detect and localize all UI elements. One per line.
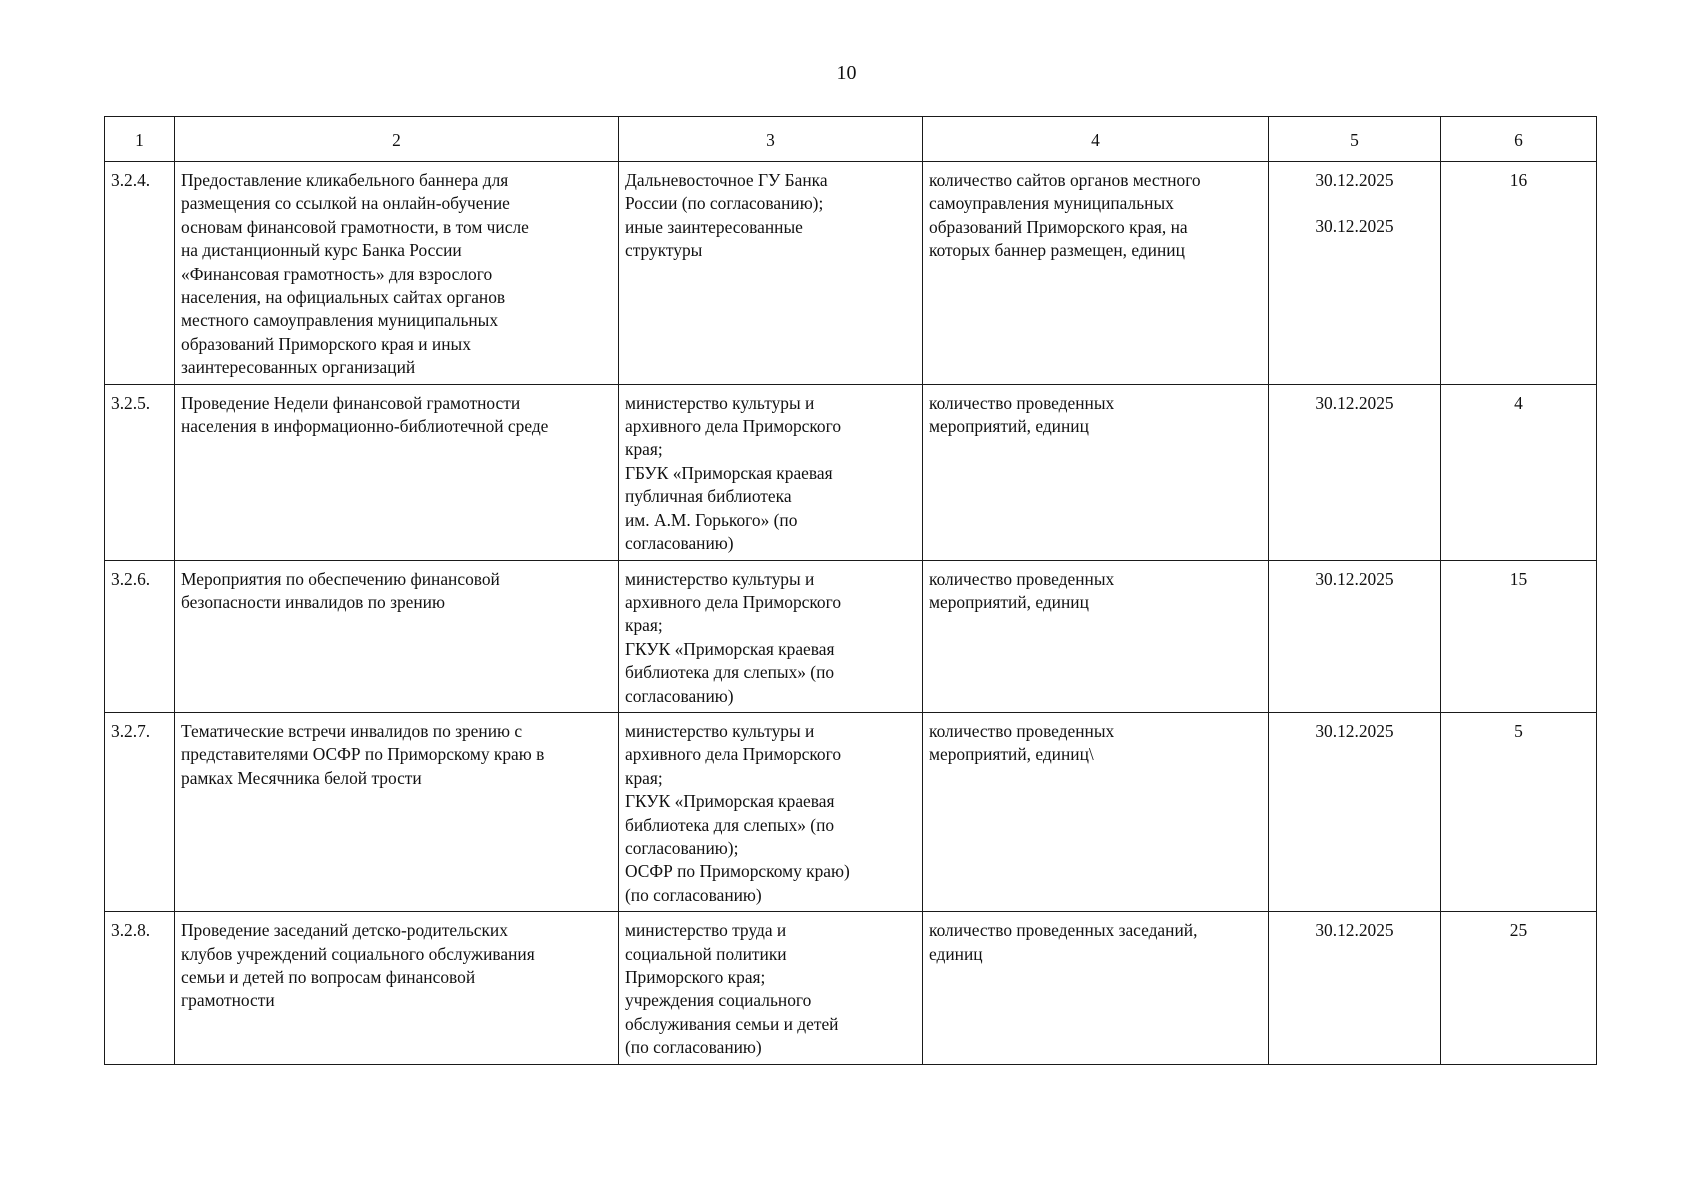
event-text-line: Тематические встречи инвалидов по зрению с — [181, 720, 523, 741]
indicator-text-line: мероприятий, единиц — [929, 416, 1089, 437]
executor-text-line: ГБУК «Приморская краевая — [625, 462, 833, 483]
event-text-line: Мероприятия по обеспечению финансовой — [181, 568, 500, 589]
indicator-cell — [923, 384, 1269, 560]
executor-text-line: иные заинтересованные — [625, 216, 803, 237]
executor-text-line: публичная библиотека — [625, 486, 792, 507]
event-text-line: Предоставление кликабельного баннера для — [181, 170, 509, 190]
executor-text-line: Дальневосточное ГУ Банка — [625, 170, 828, 190]
indicator-cell — [923, 560, 1269, 712]
column-header-2: 2 — [175, 117, 619, 162]
executor-cell — [619, 162, 923, 385]
executor-text-line: края; — [625, 439, 663, 460]
column-header-1: 1 — [105, 117, 175, 162]
deadline-date: 30.12.2025 — [1315, 568, 1394, 589]
item-number-cell — [105, 712, 175, 911]
executor-text-line: края; — [625, 767, 663, 788]
table-row — [105, 384, 1597, 560]
executor-text-line: ГКУК «Приморская краевая — [625, 638, 835, 659]
indicator-cell — [923, 712, 1269, 911]
target-value-cell — [1441, 712, 1597, 911]
executor-cell — [619, 384, 923, 560]
event-text-line: грамотности — [181, 990, 275, 1011]
target-value-cell — [1441, 162, 1597, 385]
event-text-line: семьи и детей по вопросам финансовой — [181, 967, 476, 987]
deadline-cell — [1269, 560, 1441, 712]
indicator-text-line: мероприятий, единиц\ — [929, 744, 1094, 765]
target-value-cell — [1441, 912, 1597, 1064]
event-text-line: размещения со ссылкой на онлайн-обучение — [181, 193, 510, 214]
indicator-text-line: количество сайтов органов местного — [929, 170, 1201, 190]
table-body — [105, 117, 1597, 1065]
item-number: 3.2.4. — [111, 170, 151, 190]
executor-text-line: министерство культуры и — [625, 568, 815, 589]
indicator-text-line: количество проведенных — [929, 720, 1115, 741]
indicator-text-line: количество проведенных — [929, 568, 1115, 589]
executor-cell — [619, 912, 923, 1064]
event-text-line: клубов учреждений социального обслуживания — [181, 943, 535, 964]
table-row — [105, 162, 1597, 385]
indicator-text-line: мероприятий, единиц — [929, 591, 1089, 612]
executor-text-line: ГКУК «Приморская краевая — [625, 791, 835, 812]
executor-text-line: им. А.М. Горького» (по — [625, 509, 798, 530]
table-row — [105, 712, 1597, 911]
executor-text-line: согласованию) — [625, 533, 734, 554]
column-number-header-row — [105, 117, 1597, 162]
target-value: 4 — [1514, 392, 1523, 413]
target-value-cell — [1441, 560, 1597, 712]
executor-text-line: края; — [625, 615, 663, 636]
event-text-line: рамках Месячника белой трости — [181, 767, 422, 788]
target-value-cell — [1441, 384, 1597, 560]
column-header-5: 5 — [1269, 117, 1441, 162]
deadline-date: 30.12.2025 — [1315, 170, 1394, 190]
event-cell — [175, 384, 619, 560]
indicator-cell — [923, 912, 1269, 1064]
deadline-cell — [1269, 712, 1441, 911]
event-cell — [175, 162, 619, 385]
event-text-line: на дистанционный курс Банка России — [181, 240, 462, 261]
event-cell — [175, 560, 619, 712]
column-header-3: 3 — [619, 117, 923, 162]
item-number: 3.2.7. — [111, 720, 151, 741]
indicator-cell — [923, 162, 1269, 385]
event-text-line: местного самоуправления муниципальных — [181, 310, 499, 331]
event-text-line: населения, на официальных сайтах органов — [181, 287, 506, 308]
indicator-text-line: самоуправления муниципальных — [929, 193, 1174, 214]
target-value: 16 — [1509, 170, 1528, 190]
executor-cell — [619, 560, 923, 712]
executor-text-line: (по согласованию) — [625, 884, 762, 905]
event-cell — [175, 912, 619, 1064]
item-number: 3.2.8. — [111, 920, 151, 941]
executor-text-line: социальной политики — [625, 943, 787, 964]
deadline-date: 30.12.2025 — [1315, 920, 1394, 941]
deadline-date: 30.12.2025 — [1315, 392, 1394, 413]
item-number-cell — [105, 384, 175, 560]
item-number-cell — [105, 560, 175, 712]
item-number-cell — [105, 912, 175, 1064]
target-value: 15 — [1509, 568, 1528, 589]
executor-text-line: министерство труда и — [625, 920, 787, 941]
event-text-line: представителями ОСФР по Приморскому краю в — [181, 744, 545, 765]
executor-text-line: архивного дела Приморского — [625, 591, 842, 612]
event-text-line: «Финансовая грамотность» для взрослого — [181, 263, 493, 284]
executor-text-line: архивного дела Приморского — [625, 416, 842, 437]
indicator-text-line: единиц — [929, 943, 983, 964]
executor-cell — [619, 712, 923, 911]
deadline-cell — [1269, 162, 1441, 385]
indicator-text-line: образований Приморского края, на — [929, 216, 1188, 237]
event-text-line: заинтересованных организаций — [181, 357, 416, 378]
deadline-date: 30.12.2025 — [1315, 216, 1394, 237]
deadline-cell — [1269, 912, 1441, 1064]
executor-text-line: учреждения социального — [625, 990, 812, 1011]
activity-plan-table — [104, 116, 1597, 1065]
deadline-cell — [1269, 384, 1441, 560]
executor-text-line: согласованию) — [625, 685, 734, 706]
item-number: 3.2.6. — [111, 568, 151, 589]
page-number: 10 — [836, 62, 857, 84]
event-cell — [175, 712, 619, 911]
column-header-6: 6 — [1441, 117, 1597, 162]
executor-text-line: министерство культуры и — [625, 720, 815, 741]
column-header-4: 4 — [923, 117, 1269, 162]
item-number-cell — [105, 162, 175, 385]
event-text-line: образований Приморского края и иных — [181, 333, 471, 354]
event-text-line: Проведение заседаний детско-родительских — [181, 920, 508, 941]
executor-text-line: архивного дела Приморского — [625, 744, 842, 765]
event-text-line: безопасности инвалидов по зрению — [181, 591, 445, 612]
item-number: 3.2.5. — [111, 392, 151, 413]
executor-text-line: (по согласованию) — [625, 1037, 762, 1058]
indicator-text-line: количество проведенных — [929, 392, 1115, 413]
table-row — [105, 560, 1597, 712]
executor-text-line: Приморского края; — [625, 967, 766, 987]
executor-text-line: министерство культуры и — [625, 392, 815, 413]
executor-text-line: согласованию); — [625, 837, 739, 858]
executor-text-line: России (по согласованию); — [625, 193, 824, 214]
executor-text-line: структуры — [625, 240, 703, 261]
executor-text-line: библиотека для слепых» (по — [625, 814, 835, 835]
executor-text-line: ОСФР по Приморскому краю) — [625, 861, 850, 882]
event-text-line: населения в информационно-библиотечной среде — [181, 416, 549, 437]
indicator-text-line: которых баннер размещен, единиц — [929, 240, 1185, 261]
deadline-date: 30.12.2025 — [1315, 720, 1394, 741]
event-text-line: Проведение Недели финансовой грамотности — [181, 392, 521, 413]
target-value: 25 — [1509, 920, 1528, 941]
table-row — [105, 912, 1597, 1064]
executor-text-line: обслуживания семьи и детей — [625, 1013, 839, 1034]
indicator-text-line: количество проведенных заседаний, — [929, 920, 1198, 941]
event-text-line: основам финансовой грамотности, в том числе — [181, 216, 529, 237]
target-value: 5 — [1514, 720, 1523, 741]
executor-text-line: библиотека для слепых» (по — [625, 662, 835, 683]
